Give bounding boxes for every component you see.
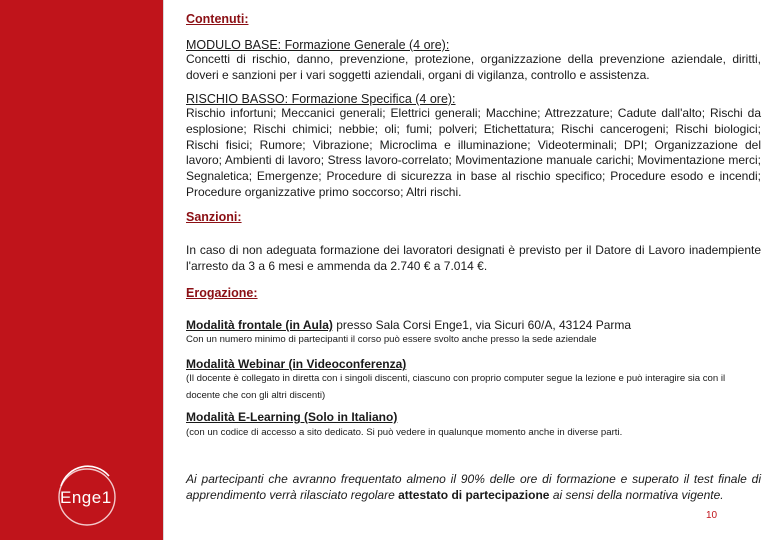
sanzioni-text: In caso di non adeguata formazione dei lavoratori designati è previsto per il Datore di Lavoro inadempiente l'arresto da 3 a 6 mesi e ammenda da 2.740 € a 7.014 €. bbox=[186, 243, 761, 273]
attestato-text bbox=[186, 472, 761, 504]
rischio-basso-text: Rischio infortuni; Meccanici generali; Elettrici generali; Macchine; Attrezzature; Cadute dall'alto; Rischi da esplosione; Rischi chimici; nebbie; oli; fumi; polveri; Etichettatura; Rischi cancerogeni; Rischi biologici; Rischi fisici; Rumore; Vibrazione; Microclima e illuminazione; Videoterminali; DPI; Organizzazione del lavoro; Ambienti di lavoro; Stress lavoro-correlato; Movimentazione manuale carichi; Movimentazione merci; Segnaletica; Emergenze; Procedure di sicurezza in base al rischio specifico; Procedure esodo e incendi; Procedure organizzative primo soccorso; Altri rischi. bbox=[186, 106, 761, 199]
erogazione-heading: Erogazione: bbox=[186, 286, 258, 300]
mode-elearning-title: Modalità E-Learning (Solo in Italiano) bbox=[186, 410, 398, 424]
mode-elearning-note: (con un codice di accesso a sito dedicato. Si può vedere in qualunque momento anche in diverse parti. bbox=[186, 427, 623, 438]
sidebar-panel bbox=[0, 0, 163, 540]
modulo-base-text: Concetti di rischio, danno, prevenzione, protezione, organizzazione della prevenzione aziendale, diritti, doveri e sanzioni per i vari soggetti aziendali, organi di vigilanza, controllo e assistenza. bbox=[186, 52, 761, 82]
mode-elearning bbox=[186, 410, 397, 424]
mode-frontale-note: Con un numero minimo di partecipanti il corso può essere svolto anche presso la sede aziendale bbox=[186, 334, 597, 345]
mode-frontale bbox=[186, 318, 631, 332]
attestato-bold: attestato di partecipazione bbox=[398, 487, 550, 502]
attestato-text-after: ai sensi della normativa vigente. bbox=[549, 487, 724, 502]
attestato-text-before: Ai partecipanti che avranno frequentato almeno il 90% delle ore di formazione e superato il test finale di apprendimento verrà rilasciato regolare bbox=[186, 472, 761, 502]
mode-frontale-detail: presso Sala Corsi Enge1, via Sicuri 60/A, 43124 Parma bbox=[332, 318, 632, 332]
logo-text: Enge1 bbox=[60, 488, 112, 507]
contenuti-heading: Contenuti: bbox=[186, 12, 249, 26]
mode-webinar-note: (Il docente è collegato in diretta con i singoli discenti, ciascuno con proprio computer segue la lezione e può interagire sia con il docente che con gli altri discenti) bbox=[186, 373, 726, 401]
divider bbox=[163, 0, 164, 540]
page-number: 10 bbox=[706, 510, 718, 521]
mode-frontale-title: Modalità frontale (in Aula) bbox=[186, 318, 333, 332]
mode-webinar bbox=[186, 357, 406, 371]
sanzioni-heading: Sanzioni: bbox=[186, 210, 242, 224]
rischio-basso-title: RISCHIO BASSO: Formazione Specifica (4 ore): bbox=[186, 92, 456, 106]
modulo-base-title: MODULO BASE: Formazione Generale (4 ore): bbox=[186, 38, 450, 52]
mode-webinar-title: Modalità Webinar (in Videoconferenza) bbox=[186, 357, 407, 371]
